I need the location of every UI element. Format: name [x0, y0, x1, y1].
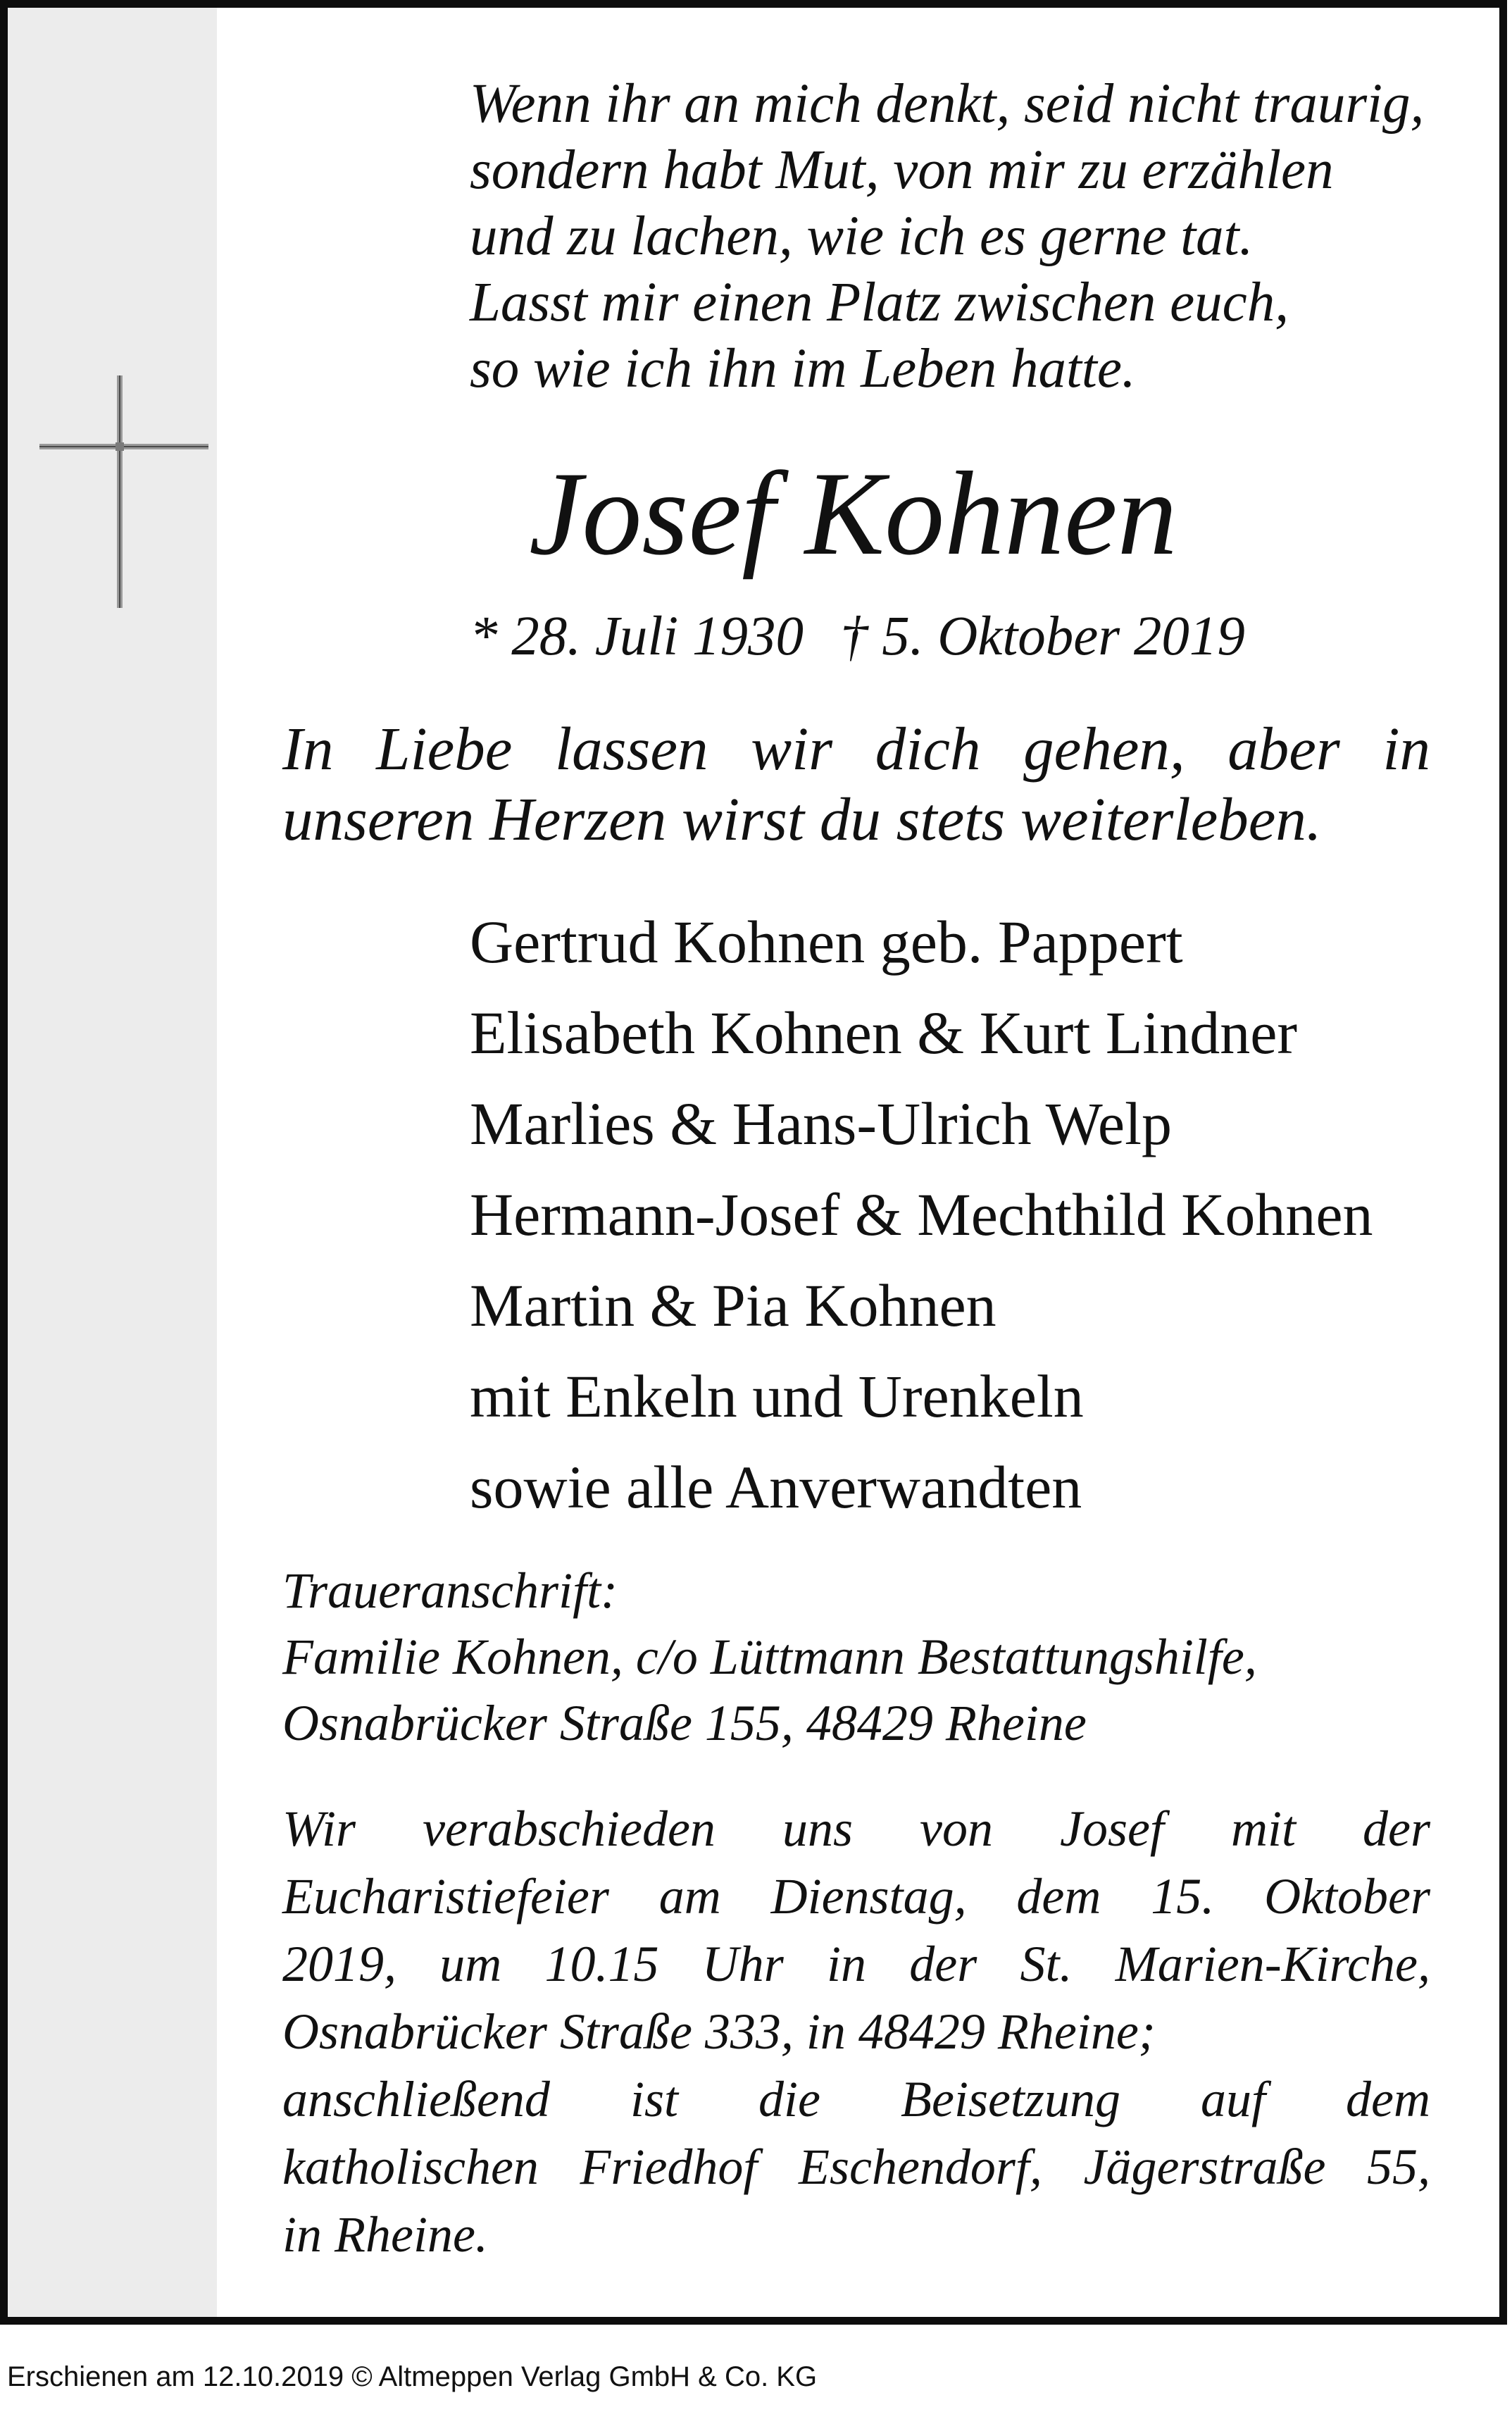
farewell-line: In Liebe lassen wir dich gehen, aber in [282, 714, 1430, 783]
mourners-list [470, 897, 1373, 1533]
mourner-entry: Marlies & Hans-Ulrich Welp [470, 1090, 1172, 1157]
service-details [282, 1795, 1430, 2268]
farewell-text [282, 714, 1430, 854]
death-date: † 5. Oktober 2019 [839, 606, 1245, 667]
service-line: in Rheine. [282, 2206, 488, 2263]
mourner-entry: Martin & Pia Kohnen [470, 1272, 996, 1339]
address-line: Familie Kohnen, c/o Lüttmann Bestattungshilfe, [282, 1629, 1257, 1685]
mourner-entry: Elisabeth Kohnen & Kurt Lindner [470, 999, 1298, 1067]
address-line: Osnabrücker Straße 155, 48429 Rheine [282, 1695, 1087, 1751]
birth-date: * 28. Juli 1930 [470, 606, 804, 667]
mourning-address [282, 1558, 1430, 1756]
farewell-line: unseren Herzen wirst du stets weiterleben. [282, 785, 1322, 853]
side-band [8, 8, 217, 2317]
life-dates [470, 603, 1245, 671]
mourner-entry: Hermann-Josef & Mechthild Kohnen [470, 1181, 1373, 1248]
mourner-entry: mit Enkeln und Urenkeln [470, 1362, 1084, 1430]
motto-line: Wenn ihr an mich denkt, seid nicht traurig, [470, 73, 1425, 135]
decedent-name: Josef Kohnen [529, 447, 1177, 580]
service-line: Eucharistiefeier am Dienstag, dem 15. Oktober [282, 1868, 1430, 1925]
service-line: katholischen Friedhof Eschendorf, Jägerstraße 55, [282, 2139, 1430, 2195]
mourner-entry: Gertrud Kohnen geb. Pappert [470, 908, 1183, 976]
service-line: anschließend ist die Beisetzung auf dem [282, 2071, 1430, 2127]
service-line: Osnabrücker Straße 333, in 48429 Rheine; [282, 2003, 1156, 2060]
service-line: 2019, um 10.15 Uhr in der St. Marien-Kirche, [282, 1936, 1430, 1992]
motto-line: Lasst mir einen Platz zwischen euch, [470, 272, 1289, 333]
address-line: Traueranschrift: [282, 1562, 618, 1619]
publication-footer: Erschienen am 12.10.2019 © Altmeppen Verlag GmbH & Co. KG [7, 2361, 818, 2392]
motto-line: und zu lachen, wie ich es gerne tat. [470, 206, 1254, 267]
motto-verse [470, 71, 1456, 402]
motto-line: so wie ich ihn im Leben hatte. [470, 338, 1136, 399]
mourner-entry: sowie alle Anverwandten [470, 1453, 1082, 1521]
motto-line: sondern habt Mut, von mir zu erzählen [470, 139, 1334, 201]
service-line: Wir verabschieden uns von Josef mit der [282, 1801, 1430, 1857]
cross-icon [39, 375, 208, 608]
